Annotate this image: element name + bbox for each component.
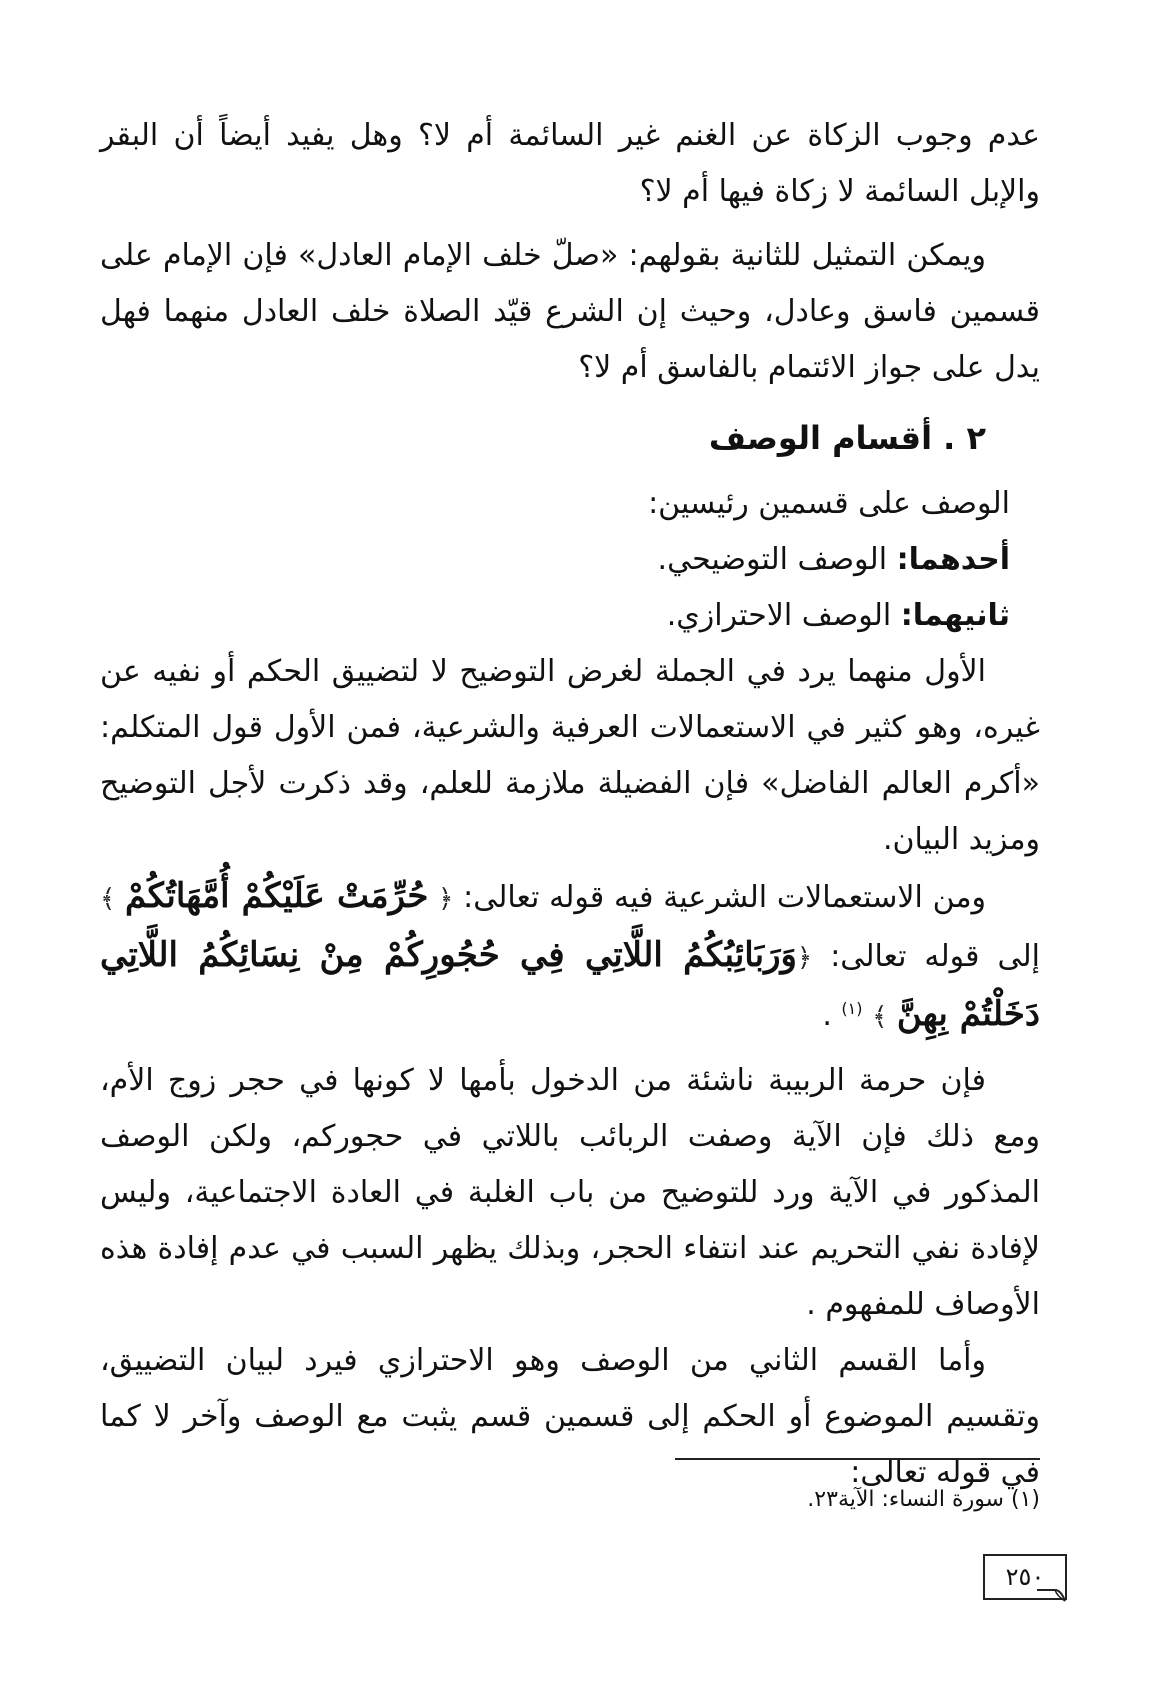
paragraph-3: الأول منهما يرد في الجملة لغرض التوضيح لا لتضييق الحكم أو نفيه عن غيره، وهو كثير في الاستعمالات العرفية والشرعية، فمن الأول قول المتكلم: «أكرم العالم الفاضل» فإن الفضيلة ملازمة للعلم، وقد ذكرت لأجل التوضيح ومزيد البيان. [100, 654, 1040, 857]
footnote-reference[interactable]: (١) [841, 999, 863, 1018]
first-type-text: الوصف التوضيحي. [657, 542, 897, 577]
quran-verse-2: وَرَبَائِبُكُمُ اللَّاتِي فِي حُجُورِكُمْ مِنْ نِسَائِكُمُ اللَّاتِي دَخَلْتُمْ بِهِنَّ [100, 935, 1040, 1034]
paragraph-2: ويمكن التمثيل للثانية بقولهم: «صلّ خلف الإمام العادل» فإن الإمام على قسمين فاسق وعادل، وحيث إن الشرع قيّد الصلاة خلف العادل منهما فهل يدل على جواز الائتمام بالفاسق أم لا؟ [100, 238, 1040, 385]
page-number: ٢٥٠ [983, 1554, 1067, 1600]
footnote-divider [675, 1458, 1040, 1460]
ornament-close-icon-2: ﴾ [872, 1002, 888, 1032]
ornament-close-icon: ﴾ [100, 884, 116, 914]
ornament-open-icon-2: ﴿ [796, 943, 813, 973]
second-type-text: الوصف الاحترازي. [666, 598, 901, 633]
first-type-label: أحدهما: [896, 542, 1010, 577]
section-heading: ٢ . أقسام الوصف [708, 419, 986, 457]
second-type-label: ثانيهما: [900, 598, 1010, 633]
first-type [100, 532, 1040, 588]
main-text [100, 108, 1040, 1501]
paragraph-4-middle: إلى قوله تعالى: [812, 939, 1040, 974]
paragraph-5: فإن حرمة الربيبة ناشئة من الدخول بأمها لا كونها في حجر زوج الأم، ومع ذلك فإن الآية وصفت الربائب باللاتي في حجوركم، ولكن الوصف المذكور في الآية ورد للتوضيح من باب الغلبة في العادة الاجتماعية، وليس لإفادة نفي التحريم عند انتفاء الحجر، وبذلك يظهر السبب في عدم إفادة هذه الأوصاف للمفهوم . [100, 1063, 1040, 1322]
page-curl-icon [1037, 1588, 1067, 1602]
paragraph-6: وأما القسم الثاني من الوصف وهو الاحترازي فيرد لبيان التضييق، وتقسيم الموضوع أو الحكم إلى قسمين قسم يثبت مع الوصف وآخر لا كما في قوله تعالى: [100, 1343, 1040, 1490]
ornament-open-icon: ﴿ [438, 884, 454, 914]
paragraph-4-end: . [822, 998, 842, 1033]
quran-verse-1: حُرِّمَتْ عَلَيْكُمْ أُمَّهَاتُكُمْ [125, 876, 429, 916]
paragraph-1: عدم وجوب الزكاة عن الغنم غير السائمة أم لا؟ وهل يفيد أيضاً أن البقر والإبل السائمة لا زكاة فيها أم لا؟ [100, 118, 1040, 209]
second-type [100, 588, 1040, 644]
section-intro: الوصف على قسمين رئيسين: [648, 486, 1010, 521]
paragraph-4-prefix: ومن الاستعمالات الشرعية فيه قوله تعالى: [453, 880, 987, 915]
footnote: (١) سورة النساء: الآية٢٣. [807, 1487, 1040, 1512]
paragraph-4 [100, 868, 1040, 1045]
